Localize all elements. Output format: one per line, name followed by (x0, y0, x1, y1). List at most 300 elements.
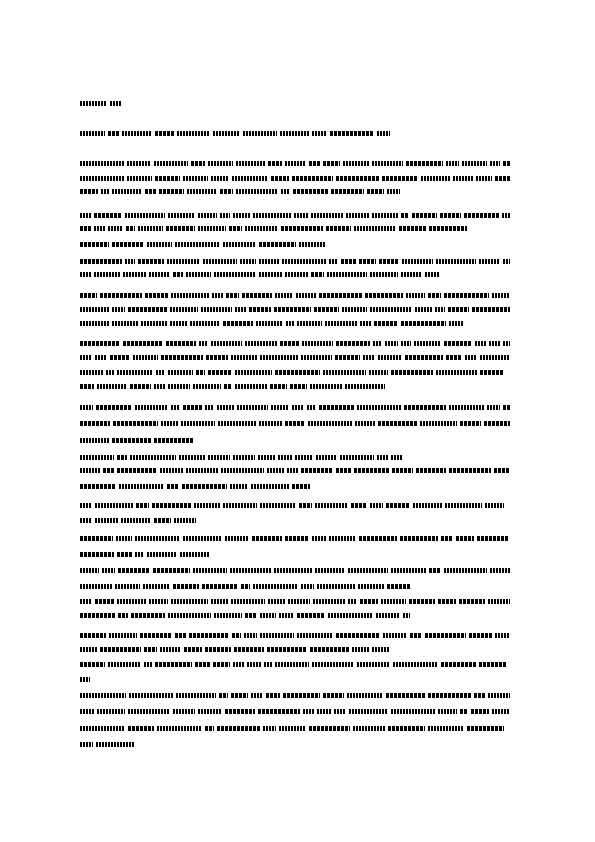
text-word (378, 355, 402, 360)
text-word (235, 307, 246, 312)
text-word (131, 613, 165, 618)
text-word (80, 101, 107, 106)
text-word (341, 259, 356, 264)
text-word (409, 599, 435, 604)
text-word (154, 518, 171, 523)
text-word (354, 226, 396, 231)
text-word (297, 613, 325, 618)
text-word (465, 355, 477, 360)
text-word (275, 370, 320, 375)
text-word (378, 421, 417, 426)
text-line (80, 188, 400, 194)
text-word (128, 726, 154, 731)
text-word (128, 307, 167, 312)
text-word (385, 341, 398, 346)
text-line (80, 676, 90, 682)
text-word (183, 536, 222, 541)
text-word (287, 468, 298, 473)
text-line (80, 271, 440, 277)
text-word (283, 693, 320, 698)
text-word (217, 405, 234, 410)
text-word (94, 213, 122, 218)
text-word (80, 384, 94, 389)
text-word (484, 421, 510, 426)
text-word (80, 131, 105, 136)
text-word (233, 662, 244, 667)
text-word (167, 484, 179, 489)
text-word (464, 213, 499, 218)
text-word (213, 662, 230, 667)
text-word (487, 405, 500, 410)
text-word (138, 259, 164, 264)
text-line (80, 160, 510, 166)
text-word (446, 161, 459, 166)
text-word (175, 242, 220, 247)
text-word (80, 242, 109, 247)
text-word (153, 568, 190, 573)
text-word (323, 693, 344, 698)
text-word (441, 536, 453, 541)
text-word (467, 726, 504, 731)
text-line (80, 225, 470, 231)
text-line (80, 517, 200, 523)
text-word (141, 321, 167, 326)
text-word (264, 662, 272, 667)
text-word (208, 370, 232, 375)
text-word (274, 568, 312, 573)
text-word (191, 161, 205, 166)
text-word (203, 259, 237, 264)
text-word (125, 259, 135, 264)
text-word (251, 693, 263, 698)
text-line (80, 354, 510, 360)
text-word (311, 213, 343, 218)
text-word (193, 384, 221, 389)
text-word (80, 552, 114, 557)
text-word (386, 693, 425, 698)
text-word (387, 189, 400, 194)
text-word (220, 213, 230, 218)
text-word (402, 259, 433, 264)
text-word (117, 370, 153, 375)
text-word (205, 647, 231, 652)
text-word (80, 709, 94, 714)
text-word (198, 709, 222, 714)
text-word (96, 405, 132, 410)
text-word (106, 370, 114, 375)
text-word (123, 341, 163, 346)
text-word (345, 384, 385, 389)
text-word (97, 709, 125, 714)
text-word (173, 709, 195, 714)
text-word (211, 341, 242, 346)
text-word (96, 742, 134, 747)
text-line (80, 454, 410, 460)
text-word (301, 468, 333, 473)
text-word (347, 693, 383, 698)
text-word (211, 176, 229, 181)
text-word (187, 189, 217, 194)
text-word (275, 293, 293, 298)
text-word (428, 693, 471, 698)
text-word (143, 584, 170, 589)
text-line (80, 383, 390, 389)
text-word (444, 568, 487, 573)
text-word (155, 176, 180, 181)
text-word (480, 370, 503, 375)
text-word (258, 709, 300, 714)
text-line (80, 583, 410, 589)
text-word (226, 293, 239, 298)
text-word (80, 259, 122, 264)
text-word (312, 131, 327, 136)
text-word (445, 503, 482, 508)
text-word (202, 584, 238, 589)
text-word (472, 307, 510, 312)
text-word (428, 726, 464, 731)
text-word (112, 242, 144, 247)
text-word (348, 568, 388, 573)
text-word (95, 503, 133, 508)
text-word (369, 370, 388, 375)
text-word (490, 161, 500, 166)
text-word (379, 259, 399, 264)
text-word (340, 455, 374, 460)
text-word (336, 176, 379, 181)
text-word (140, 633, 172, 638)
text-word (116, 536, 132, 541)
text-word (180, 552, 210, 557)
text-word (168, 384, 190, 389)
text-word (218, 421, 256, 426)
text-word (435, 307, 445, 312)
text-word (112, 307, 125, 312)
text-word (80, 161, 124, 166)
text-word (377, 131, 390, 136)
text-line (80, 646, 390, 652)
text-word (316, 455, 337, 460)
text-line (80, 692, 510, 698)
text-word (421, 176, 450, 181)
text-word (440, 213, 461, 218)
text-word (123, 272, 146, 277)
text-word (101, 189, 109, 194)
text-word (184, 647, 202, 652)
text-word (208, 161, 233, 166)
text-word (503, 259, 510, 264)
text-word (372, 161, 403, 166)
text-word (449, 468, 491, 473)
text-word (317, 709, 331, 714)
text-word (221, 468, 264, 473)
text-word (436, 370, 477, 375)
text-word (475, 341, 486, 346)
text-word (377, 455, 388, 460)
text-word (232, 633, 241, 638)
text-line (80, 340, 510, 346)
text-word (376, 613, 400, 618)
text-word (233, 213, 250, 218)
text-word (231, 693, 248, 698)
text-word (293, 189, 328, 194)
text-line (80, 437, 200, 443)
text-word (415, 307, 432, 312)
text-word (492, 293, 510, 298)
text-word (249, 307, 271, 312)
text-word (117, 455, 127, 460)
text-word (429, 226, 467, 231)
text-word (110, 355, 130, 360)
text-word (299, 242, 326, 247)
text-word (336, 341, 370, 346)
text-word (196, 370, 205, 375)
text-line (80, 130, 390, 136)
text-word (152, 503, 191, 508)
text-word (80, 633, 106, 638)
text-word (80, 226, 91, 231)
text-word (130, 384, 151, 389)
text-word (253, 584, 298, 589)
text-word (503, 161, 510, 166)
text-word (370, 307, 412, 312)
text-word (363, 355, 375, 360)
text-word (160, 647, 181, 652)
text-word (136, 503, 149, 508)
text-word (444, 341, 472, 346)
text-word (138, 226, 163, 231)
text-word (154, 161, 188, 166)
text-line (80, 404, 510, 410)
text-word (253, 213, 291, 218)
text-word (438, 709, 457, 714)
text-word (438, 599, 456, 604)
text-word (476, 176, 492, 181)
text-word (404, 405, 446, 410)
text-word (186, 468, 218, 473)
text-word (258, 455, 275, 460)
text-word (232, 176, 268, 181)
text-line (80, 369, 510, 375)
text-word (342, 307, 367, 312)
text-word (245, 613, 257, 618)
text-word (352, 647, 369, 652)
text-word (267, 647, 307, 652)
text-word (309, 161, 320, 166)
text-word (213, 131, 240, 136)
text-word (155, 662, 192, 667)
text-word (383, 633, 407, 638)
text-line (80, 420, 510, 426)
text-line (80, 725, 510, 731)
text-word (157, 726, 202, 731)
text-line (80, 632, 510, 638)
text-word (319, 293, 362, 298)
text-word (121, 518, 151, 523)
text-word (274, 307, 311, 312)
text-word (80, 293, 97, 298)
text-word (479, 259, 500, 264)
text-line (80, 306, 510, 312)
text-word (391, 370, 433, 375)
text-word (312, 536, 326, 541)
text-word (206, 355, 228, 360)
text-word (80, 355, 92, 360)
text-word (314, 307, 339, 312)
text-word (245, 226, 278, 231)
text-word (312, 662, 354, 667)
text-word (489, 341, 500, 346)
text-word (449, 405, 484, 410)
text-word (126, 226, 135, 231)
text-word (217, 726, 260, 731)
text-word (154, 438, 194, 443)
text-word (436, 259, 476, 264)
text-word (224, 384, 232, 389)
text-word (370, 272, 398, 277)
text-word (331, 189, 364, 194)
text-word (112, 438, 151, 443)
text-word (456, 536, 474, 541)
text-word (267, 468, 284, 473)
text-word (354, 468, 389, 473)
text-word (280, 131, 309, 136)
text-word (490, 568, 510, 573)
text-word (168, 370, 193, 375)
text-word (181, 421, 215, 426)
text-word (171, 405, 180, 410)
text-word (225, 536, 249, 541)
text-word (268, 161, 282, 166)
text-word (80, 321, 109, 326)
text-word (260, 613, 276, 618)
text-word (80, 370, 103, 375)
text-word (425, 272, 440, 277)
text-word (285, 161, 306, 166)
text-word (462, 161, 487, 166)
text-word (97, 384, 127, 389)
text-word (94, 226, 105, 231)
text-word (401, 321, 446, 326)
text-word (259, 242, 296, 247)
text-word (372, 647, 390, 652)
text-word (147, 552, 177, 557)
text-word (242, 293, 272, 298)
text-word (488, 599, 510, 604)
text-word (174, 518, 196, 523)
text-word (167, 259, 200, 264)
text-word (290, 384, 307, 389)
text-word (80, 405, 93, 410)
text-line (80, 100, 125, 106)
text-word (495, 633, 510, 638)
text-word (161, 421, 178, 426)
text-word (166, 226, 195, 231)
text-word (460, 709, 468, 714)
text-word (268, 599, 285, 604)
text-word (234, 647, 264, 652)
text-word (310, 647, 349, 652)
text-word (100, 647, 141, 652)
text-word (245, 341, 277, 346)
text-word (460, 421, 481, 426)
text-word (367, 189, 384, 194)
text-word (297, 321, 322, 326)
text-word (102, 568, 115, 573)
text-word (183, 176, 208, 181)
text-word (313, 599, 345, 604)
text-word (301, 584, 314, 589)
text-word (303, 709, 314, 714)
text-word (266, 693, 280, 698)
text-word (480, 355, 510, 360)
text-word (270, 384, 287, 389)
text-word (173, 272, 183, 277)
text-word (275, 662, 309, 667)
text-word (235, 370, 272, 375)
text-word (359, 259, 376, 264)
text-word (406, 293, 425, 298)
text-word (201, 307, 232, 312)
text-word (302, 341, 333, 346)
text-word (388, 726, 425, 731)
text-word (80, 647, 97, 652)
text-word (292, 176, 333, 181)
text-word (212, 293, 223, 298)
text-word (80, 742, 93, 747)
text-word (292, 484, 310, 489)
text-word (133, 355, 158, 360)
text-word (479, 662, 507, 667)
text-word (327, 272, 367, 277)
text-word (279, 726, 306, 731)
text-word (135, 536, 180, 541)
text-word (198, 226, 226, 231)
text-word (229, 226, 242, 231)
text-word (236, 161, 265, 166)
text-word (190, 321, 220, 326)
text-word (495, 176, 510, 181)
text-word (144, 662, 152, 667)
text-word (328, 613, 373, 618)
text-word (488, 693, 510, 698)
text-word (285, 421, 305, 426)
text-word (330, 131, 374, 136)
text-line (80, 292, 510, 298)
text-word (413, 503, 442, 508)
text-word (425, 633, 466, 638)
text-word (259, 421, 282, 426)
text-word (80, 189, 98, 194)
text-word (278, 455, 292, 460)
text-word (260, 503, 296, 508)
text-word (252, 536, 282, 541)
text-word (281, 226, 323, 231)
text-word (80, 503, 92, 508)
text-word (109, 633, 137, 638)
text-word (193, 568, 227, 573)
text-word (294, 213, 308, 218)
text-word (391, 455, 403, 460)
text-word (122, 131, 152, 136)
text-word (370, 503, 383, 508)
text-word (474, 693, 485, 698)
text-line (80, 175, 510, 181)
text-word (236, 189, 278, 194)
text-word (95, 599, 114, 604)
text-word (194, 503, 220, 508)
text-word (387, 584, 410, 589)
text-word (244, 633, 257, 638)
